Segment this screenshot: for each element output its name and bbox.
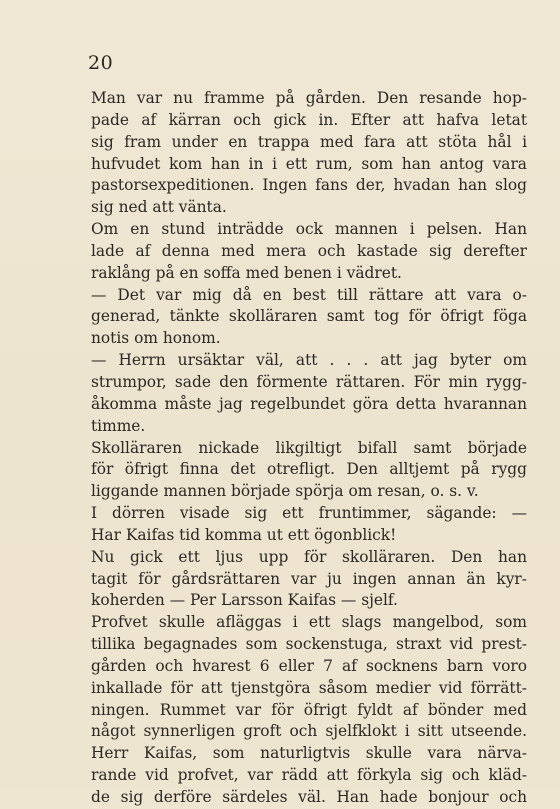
text-line: inkallade för att tjenstgöra såsom medier vid förrätt- — [91, 678, 527, 697]
text-line: något synnerligen groft och sjelfklokt i sitt utseende. — [91, 722, 527, 741]
text-line: de sig derföre särdeles väl. Han hade bonjour och — [91, 788, 527, 806]
text-line: I dörren visade sig ett fruntimmer, sägande: — — [91, 504, 527, 523]
text-line: lade af denna med mera och kastade sig derefter — [91, 241, 527, 260]
text-line: Herr Kaifas, som naturligtvis skulle vara närva- — [91, 744, 527, 763]
text-line: sig fram under en trappa med fara att stöta hål i — [91, 132, 527, 151]
text-line: för öfrigt finna det otrefligt. Den alltjemt på rygg — [91, 460, 527, 479]
text-line: Har Kaifas tid komma ut ett ögonblick! — [91, 525, 397, 544]
text-line: åkomma måste jag regelbundet göra detta hvarannan — [91, 394, 527, 413]
text-line: Skolläraren nickade likgiltigt bifall samt började — [91, 438, 527, 457]
text-line: tillika begagnades som sockenstuga, straxt vid prest- — [91, 635, 527, 654]
text-line: ningen. Rummet var för öfrigt fyldt af bönder med — [91, 700, 527, 719]
text-line: generad, tänkte skolläraren samt tog för öfrigt föga — [91, 307, 527, 326]
text-line: Profvet skulle afläggas i ett slags mangelbod, som — [91, 613, 527, 632]
text-line: tagit för gårdsrättaren var ju ingen annan än kyr- — [91, 569, 527, 588]
text-line: — Herrn ursäktar väl, att . . . att jag byter om — [91, 351, 527, 370]
text-line: timme. — [91, 416, 146, 435]
text-line: koherden — Per Larsson Kaifas — sjelf. — [91, 591, 398, 610]
text-line: rande vid profvet, var rädd att förkyla sig och kläd- — [91, 766, 527, 785]
text-line: raklång på en soffa med benen i vädret. — [91, 263, 402, 282]
text-line: Nu gick ett ljus upp för skolläraren. Den han — [91, 547, 527, 566]
page-number: 20 — [88, 52, 114, 74]
text-line: liggande mannen började spörja om resan, o. s. v. — [91, 482, 479, 501]
text-line: Om en stund inträdde ock mannen i pelsen. Han — [91, 220, 527, 239]
text-line: sig ned att vänta. — [91, 198, 227, 217]
text-line: gården och hvarest 6 eller 7 af socknens barn voro — [91, 656, 527, 675]
text-line: pastorsexpeditionen. Ingen fans der, hvadan han slog — [91, 176, 527, 195]
text-line: — Det var mig då en best till rättare att vara o- — [91, 285, 527, 304]
body-text — [91, 88, 527, 809]
text-line: strumpor, sade den förmente rättaren. För min rygg- — [91, 372, 527, 391]
text-line: Man var nu framme på gården. Den resande hop- — [91, 89, 527, 107]
text-line: notis om honom. — [91, 329, 221, 348]
text-line: hufvudet kom han in i ett rum, som han antog vara — [91, 154, 527, 173]
text-line: pade af kärran och gick in. Efter att hafva letat — [91, 110, 527, 129]
